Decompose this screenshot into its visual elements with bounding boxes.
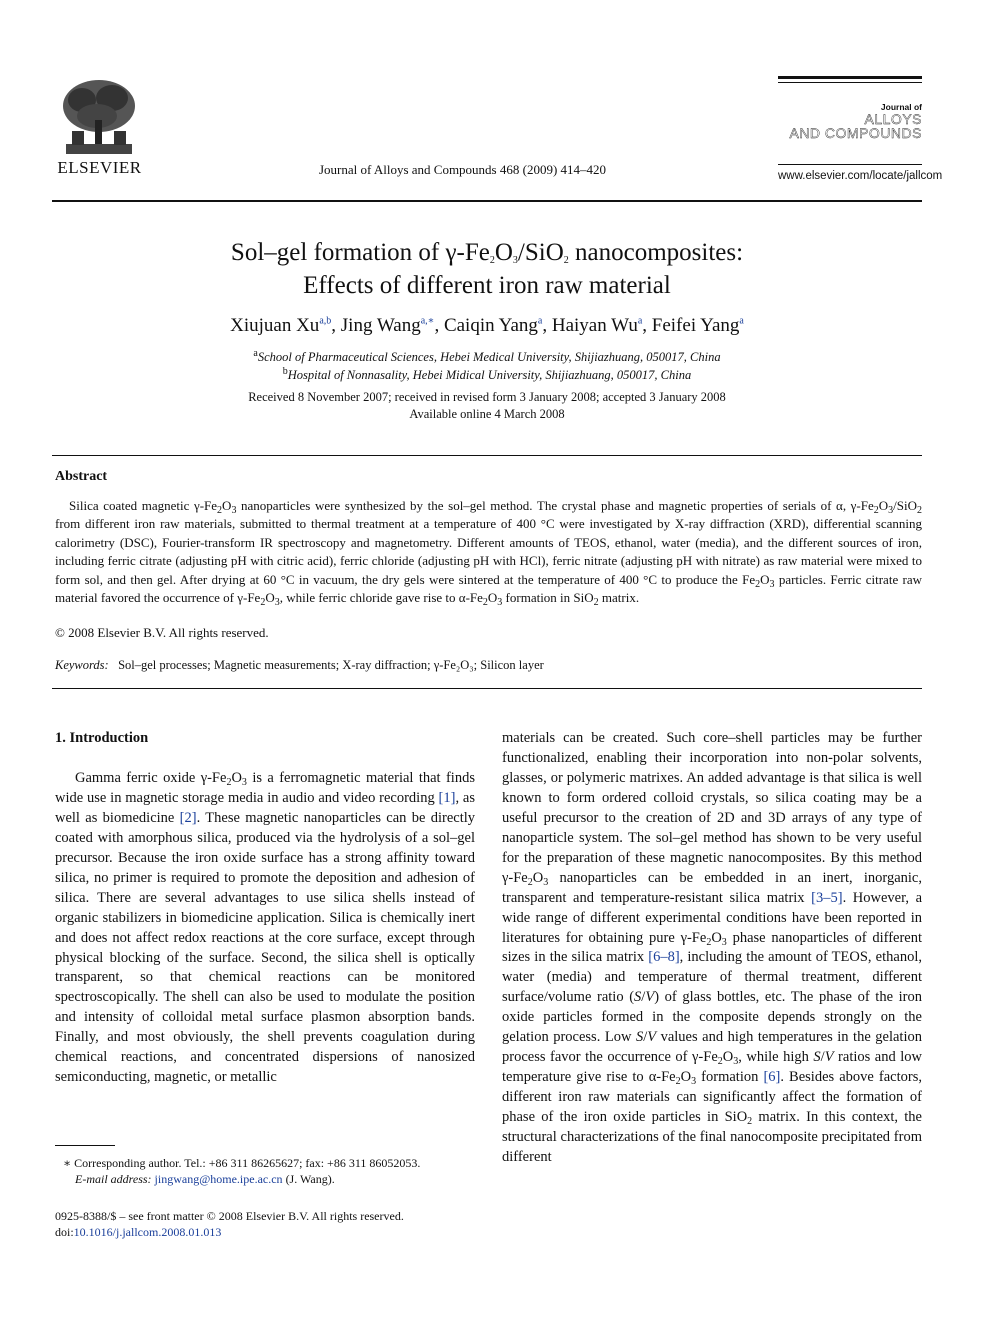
author-name: Haiyan Wu	[551, 315, 638, 336]
abstract-copyright: © 2008 Elsevier B.V. All rights reserved.	[55, 625, 269, 640]
corresponding-author-note: ∗ Corresponding author. Tel.: +86 311 86265627; fax: +86 311 86052053.	[63, 1156, 421, 1170]
header-rule	[52, 200, 922, 202]
keywords-list: Sol–gel processes; Magnetic measurements; X-ray diffraction; γ-Fe₂O₃; Silicon layer	[118, 658, 544, 672]
footnote-rule	[55, 1145, 115, 1146]
author-list: Xiujuan Xu$^{a,b}$, Jing Wang$^{a,∗}$, Caiqin Yang$^a$, Haiyan Wu$^a$, Feifei Yang$^a$	[230, 315, 744, 336]
keywords-label: Keywords:	[55, 658, 109, 672]
author-name: Xiujuan Xu	[230, 315, 320, 336]
author-affiliation-mark[interactable]: a,b	[319, 315, 332, 327]
publisher-name: ELSEVIER	[57, 158, 142, 177]
journal-logo-line2: ALLOYS	[864, 110, 922, 127]
section-heading: 1. Introduction	[55, 730, 149, 746]
body-paragraph: Gamma ferric oxide $\gamma-Fe_2O_3$ is a ferromagnetic material that finds wide use in magnetic storage media in audio and video recording [1], as well as biomedicine [2]. These magnetic nanoparticles can be directly coated with amorphous silica, produced via the hydrolysis of a sol–gel precursor. Because the iron oxide surface has a strong affinity toward silica, no primer is required to promote the deposition and adhesion of silica. There are several advantages to use silica shells instead of organic stabilizers in biomedicine application. Silica is chemically inert and does not affect redox reactions at the core surface, except through physical blocking of the surface. Second, the silica shell is optically transparent, so that chemical reactions can be monitored spectroscopically. The shell can also be used to modulate the position and intensity of colloidal metal surface plasmon absorption bands. Finally, and most obviously, the shell prevents coagulation during chemical reactions, and concentrated dispersions of nanosized semiconducting, magnetic, or metallic	[55, 769, 476, 1086]
elsevier-logo	[52, 76, 147, 176]
author-affiliation-mark[interactable]: a	[637, 315, 643, 327]
author-name: Feifei Yang	[651, 315, 740, 336]
journal-logo-line3: AND COMPOUNDS	[789, 124, 922, 141]
journal-logo-line1: Journal of	[880, 102, 922, 112]
author-affiliation-mark[interactable]: a,∗	[420, 315, 435, 327]
affiliation: $^a$School of Pharmaceutical Sciences, Hebei Medical University, Shijiazhuang, 050017, China	[253, 347, 721, 364]
doi-link[interactable]: 10.1016/j.jallcom.2008.01.013	[73, 1225, 222, 1239]
abstract-heading: Abstract	[55, 469, 108, 484]
left-column	[55, 729, 475, 1088]
received-dates: Received 8 November 2007; received in revised form 3 January 2008; accepted 3 January 2008	[248, 390, 726, 404]
author-affiliation-mark[interactable]: a	[739, 315, 744, 327]
keywords	[55, 658, 544, 673]
author-name: Caiqin Yang	[443, 315, 538, 336]
journal-logo	[778, 76, 943, 182]
paper-title: Sol–gel formation of $\gamma-Fe_2O_3/SiO_2$ nanocomposites: Effects of different iron raw material	[230, 239, 744, 299]
body-paragraph: materials can be created. Such core–shell particles may be further functionalized, enabling their incorporation into non-polar solvents, glasses, or polymeric matrixes. An added advantage is that silica is well known to form ordered colloid crystals, so silica coating may be a useful precursor to the creation of 2D and 3D arrays of any type of nanoparticle system. The sol–gel method has shown to be very useful for the preparation of these magnetic nanocomposites. By this method $\gamma-Fe_2O_3$ nanoparticles can be embedded in an inert, inorganic, transparent and temperature-resistant silica matrix [3–5]. However, a wide range of different experimental conditions have been reported in literatures for obtaining pure $\gamma-Fe_2O_3$ phase nanoparticles of different sizes in the silica matrix [6–8], including the amount of TEOS, ethanol, water (media) and temperature of thermal treatment, different surface/volume ratio (S/V) of glass bottles, etc. The phase of the iron oxide particles formed in the composite depends strongly on the gelation process. Low S/V values and high temperatures in the gelation process favor the occurrence of $\gamma-Fe_2O_3$, while high S/V ratios and low temperature give rise to $\alpha-Fe_2O_3$ formation [6]. Besides above factors, different iron raw materials can significantly affect the formation of phase of the iron oxide particles in SiO$_2$ matrix. In this context, the structural characterizations of the final nanocomposite precipitated from different	[502, 730, 923, 1166]
email-line: E-mail address: jingwang@home.ipe.ac.cn (J. Wang).	[75, 1172, 335, 1186]
logo-rule	[778, 82, 922, 83]
abstract-body: Silica coated magnetic $\gamma-Fe_2O_3$ nanoparticles were synthesized by the sol–gel method. The crystal phase and magnetic properties of serials of α, $\gamma-Fe_2O_3/SiO_2$ from different iron raw materials, submitted to thermal treatment at a temperature of 400 °C were investigated by X-ray diffraction (XRD), differential scanning calorimetry (DSC), Fourier-transform IR spectroscopy and magnetometry. Different amounts of TEOS, ethanol, water (media), and the different sources of iron, including ferric citrate (adjusting pH with citric acid), ferric chloride (adjusting pH with HCl), ferric nitrate (adjusting pH with nitrate) as raw material were mixed to form sol, and then gel. After drying at 60 °C in vacuum, the dry gels were sintered at the temperature of 400 °C to produce the $Fe_2O_3$ particles. Ferric citrate raw material favored the occurrence of $\gamma-Fe_2O_3$, while ferric chloride gave rise to $\alpha-Fe_2O_3$ formation in SiO$_2$ matrix.	[55, 498, 922, 609]
journal-citation: Journal of Alloys and Compounds 468 (2009) 414–420	[318, 162, 607, 177]
right-column	[502, 729, 922, 1168]
front-matter	[55, 1208, 475, 1240]
journal-url[interactable]: www.elsevier.com/locate/jallcom	[778, 169, 943, 182]
issn-line: 0925-8388/$ – see front matter © 2008 Elsevier B.V. All rights reserved.	[55, 1209, 404, 1223]
affiliation: $^b$Hospital of Nonnasality, Hebei Midical University, Shijiazhuang, 050017, China	[282, 365, 692, 382]
available-online-date: Available online 4 March 2008	[409, 407, 565, 421]
footnote	[55, 1155, 475, 1187]
author-name: Jing Wang	[340, 315, 421, 336]
email-link[interactable]: jingwang@home.ipe.ac.cn	[154, 1172, 283, 1186]
abstract-top-rule	[52, 455, 922, 456]
logo-rule	[778, 164, 922, 165]
logo-rule	[778, 76, 922, 79]
abstract-bottom-rule	[52, 688, 922, 689]
author-affiliation-mark[interactable]: a	[537, 315, 543, 327]
doi-line: doi:10.1016/j.jallcom.2008.01.013	[55, 1225, 222, 1239]
